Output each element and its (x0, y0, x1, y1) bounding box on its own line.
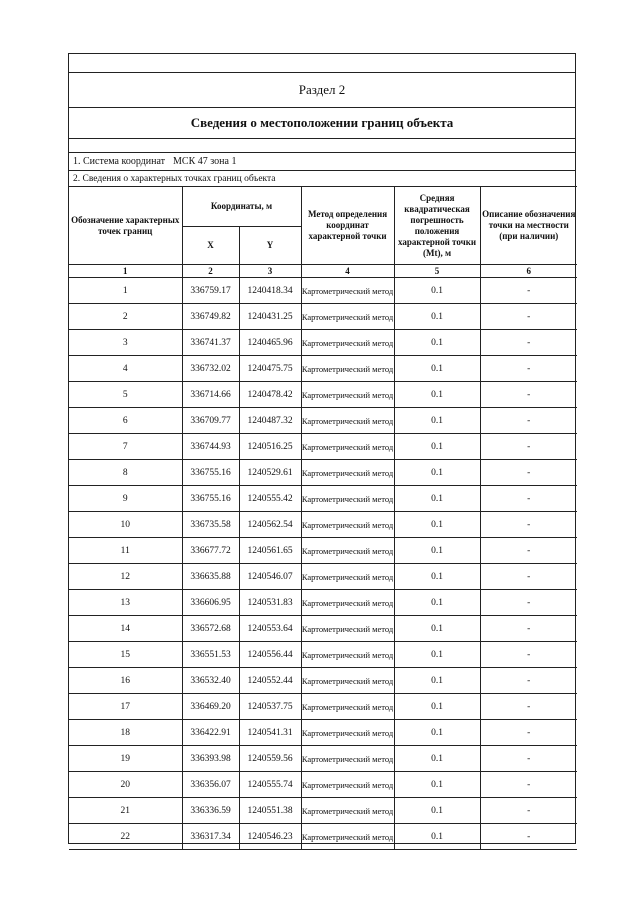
x-coordinate-cell: 336677.72 (182, 538, 239, 564)
column-number: 4 (301, 265, 394, 278)
table-row (69, 278, 577, 304)
y-coordinate-cell: 1240516.25 (239, 434, 301, 460)
point-number-cell: 7 (69, 434, 182, 460)
y-coordinate-cell: 1240475.75 (239, 356, 301, 382)
point-number-cell: 9 (69, 486, 182, 512)
point-number-cell: 18 (69, 720, 182, 746)
method-cell: Картометрический метод (301, 278, 394, 304)
method-cell: Картометрический метод (301, 590, 394, 616)
description-cell: - (480, 616, 577, 642)
table-row (69, 538, 577, 564)
y-coordinate-cell: 1240431.25 (239, 304, 301, 330)
description-cell: - (480, 824, 577, 850)
table-row (69, 304, 577, 330)
error-cell: 0.1 (394, 642, 480, 668)
point-number-cell: 12 (69, 564, 182, 590)
x-coordinate-cell: 336735.58 (182, 512, 239, 538)
point-number-cell: 19 (69, 746, 182, 772)
method-cell: Картометрический метод (301, 668, 394, 694)
point-number-cell: 17 (69, 694, 182, 720)
y-coordinate-cell: 1240561.65 (239, 538, 301, 564)
column-number: 6 (480, 265, 577, 278)
method-cell: Картометрический метод (301, 356, 394, 382)
column-number: 5 (394, 265, 480, 278)
method-cell: Картометрический метод (301, 798, 394, 824)
method-cell: Картометрический метод (301, 434, 394, 460)
x-coordinate-cell: 336755.16 (182, 460, 239, 486)
error-cell: 0.1 (394, 772, 480, 798)
points-section-label: 2. Сведения о характерных точках границ объекта (73, 173, 276, 184)
table-row (69, 434, 577, 460)
error-cell: 0.1 (394, 434, 480, 460)
table-row (69, 720, 577, 746)
y-coordinate-cell: 1240556.44 (239, 642, 301, 668)
description-cell: - (480, 278, 577, 304)
document-subtitle: Сведения о местоположении границ объекта (69, 108, 575, 139)
point-number-cell: 16 (69, 668, 182, 694)
column-number: 3 (239, 265, 301, 278)
point-number-cell: 21 (69, 798, 182, 824)
error-cell: 0.1 (394, 616, 480, 642)
error-cell: 0.1 (394, 356, 480, 382)
description-cell: - (480, 642, 577, 668)
header-y: Y (239, 227, 301, 265)
description-cell: - (480, 408, 577, 434)
point-number-cell: 13 (69, 590, 182, 616)
description-cell: - (480, 798, 577, 824)
error-cell: 0.1 (394, 668, 480, 694)
y-coordinate-cell: 1240537.75 (239, 694, 301, 720)
x-coordinate-cell: 336709.77 (182, 408, 239, 434)
error-cell: 0.1 (394, 590, 480, 616)
x-coordinate-cell: 336572.68 (182, 616, 239, 642)
blank-row (69, 139, 575, 153)
table-row (69, 772, 577, 798)
method-cell: Картометрический метод (301, 538, 394, 564)
method-cell: Картометрический метод (301, 486, 394, 512)
error-cell: 0.1 (394, 694, 480, 720)
table-row (69, 564, 577, 590)
document-sheet (68, 53, 576, 844)
table-row (69, 408, 577, 434)
method-cell: Картометрический метод (301, 772, 394, 798)
y-coordinate-cell: 1240553.64 (239, 616, 301, 642)
y-coordinate-cell: 1240478.42 (239, 382, 301, 408)
point-number-cell: 6 (69, 408, 182, 434)
error-cell: 0.1 (394, 564, 480, 590)
point-number-cell: 2 (69, 304, 182, 330)
description-cell: - (480, 486, 577, 512)
point-number-cell: 11 (69, 538, 182, 564)
x-coordinate-cell: 336551.53 (182, 642, 239, 668)
description-cell: - (480, 720, 577, 746)
x-coordinate-cell: 336749.82 (182, 304, 239, 330)
header-description: Описание обозначения точки на местности (при наличии) (480, 187, 577, 265)
y-coordinate-cell: 1240552.44 (239, 668, 301, 694)
x-coordinate-cell: 336606.95 (182, 590, 239, 616)
y-coordinate-cell: 1240531.83 (239, 590, 301, 616)
y-coordinate-cell: 1240465.96 (239, 330, 301, 356)
error-cell: 0.1 (394, 512, 480, 538)
coord-system-value: МСК 47 зона 1 (173, 156, 237, 167)
y-coordinate-cell: 1240555.42 (239, 486, 301, 512)
method-cell: Картометрический метод (301, 720, 394, 746)
y-coordinate-cell: 1240487.32 (239, 408, 301, 434)
description-cell: - (480, 330, 577, 356)
error-cell: 0.1 (394, 824, 480, 850)
error-cell: 0.1 (394, 720, 480, 746)
error-cell: 0.1 (394, 278, 480, 304)
y-coordinate-cell: 1240529.61 (239, 460, 301, 486)
column-number: 2 (182, 265, 239, 278)
boundary-points-table (69, 186, 577, 850)
method-cell: Картометрический метод (301, 330, 394, 356)
header-designation: Обозначение характерных точек границ (69, 187, 182, 265)
x-coordinate-cell: 336744.93 (182, 434, 239, 460)
table-row (69, 746, 577, 772)
description-cell: - (480, 668, 577, 694)
table-row (69, 668, 577, 694)
method-cell: Картометрический метод (301, 694, 394, 720)
description-cell: - (480, 356, 577, 382)
method-cell: Картометрический метод (301, 824, 394, 850)
table-row (69, 694, 577, 720)
point-number-cell: 4 (69, 356, 182, 382)
point-number-cell: 5 (69, 382, 182, 408)
table-row (69, 616, 577, 642)
description-cell: - (480, 694, 577, 720)
table-row (69, 382, 577, 408)
description-cell: - (480, 460, 577, 486)
header-coordinates: Координаты, м (182, 187, 301, 227)
table-row (69, 824, 577, 850)
description-cell: - (480, 538, 577, 564)
method-cell: Картометрический метод (301, 512, 394, 538)
error-cell: 0.1 (394, 304, 480, 330)
section-title: Раздел 2 (69, 73, 575, 108)
table-row (69, 460, 577, 486)
x-coordinate-cell: 336759.17 (182, 278, 239, 304)
coord-system-line (69, 153, 575, 171)
table-row (69, 590, 577, 616)
table-row (69, 642, 577, 668)
description-cell: - (480, 564, 577, 590)
error-cell: 0.1 (394, 486, 480, 512)
description-cell: - (480, 434, 577, 460)
method-cell: Картометрический метод (301, 642, 394, 668)
y-coordinate-cell: 1240546.23 (239, 824, 301, 850)
header-x: X (182, 227, 239, 265)
error-cell: 0.1 (394, 460, 480, 486)
point-number-cell: 14 (69, 616, 182, 642)
y-coordinate-cell: 1240555.74 (239, 772, 301, 798)
coord-system-label: 1. Система координат (73, 156, 166, 167)
point-number-cell: 15 (69, 642, 182, 668)
y-coordinate-cell: 1240551.38 (239, 798, 301, 824)
x-coordinate-cell: 336635.88 (182, 564, 239, 590)
x-coordinate-cell: 336336.59 (182, 798, 239, 824)
x-coordinate-cell: 336393.98 (182, 746, 239, 772)
table-row (69, 330, 577, 356)
table-row (69, 356, 577, 382)
x-coordinate-cell: 336422.91 (182, 720, 239, 746)
error-cell: 0.1 (394, 408, 480, 434)
column-number: 1 (69, 265, 182, 278)
method-cell: Картометрический метод (301, 382, 394, 408)
point-number-cell: 10 (69, 512, 182, 538)
header-error: Средняя квадратическая погрешность положения характерной точки (Mt), м (394, 187, 480, 265)
description-cell: - (480, 304, 577, 330)
y-coordinate-cell: 1240541.31 (239, 720, 301, 746)
x-coordinate-cell: 336732.02 (182, 356, 239, 382)
description-cell: - (480, 382, 577, 408)
method-cell: Картометрический метод (301, 408, 394, 434)
table-row (69, 512, 577, 538)
header-method: Метод определения координат характерной точки (301, 187, 394, 265)
y-coordinate-cell: 1240562.54 (239, 512, 301, 538)
error-cell: 0.1 (394, 382, 480, 408)
error-cell: 0.1 (394, 746, 480, 772)
description-cell: - (480, 590, 577, 616)
point-number-cell: 20 (69, 772, 182, 798)
y-coordinate-cell: 1240418.34 (239, 278, 301, 304)
top-spacer (69, 54, 575, 73)
method-cell: Картометрический метод (301, 460, 394, 486)
point-number-cell: 1 (69, 278, 182, 304)
description-cell: - (480, 512, 577, 538)
table-row (69, 798, 577, 824)
point-number-cell: 8 (69, 460, 182, 486)
x-coordinate-cell: 336741.37 (182, 330, 239, 356)
error-cell: 0.1 (394, 330, 480, 356)
x-coordinate-cell: 336532.40 (182, 668, 239, 694)
y-coordinate-cell: 1240559.56 (239, 746, 301, 772)
x-coordinate-cell: 336755.16 (182, 486, 239, 512)
error-cell: 0.1 (394, 538, 480, 564)
method-cell: Картометрический метод (301, 616, 394, 642)
y-coordinate-cell: 1240546.07 (239, 564, 301, 590)
description-cell: - (480, 746, 577, 772)
method-cell: Картометрический метод (301, 564, 394, 590)
x-coordinate-cell: 336714.66 (182, 382, 239, 408)
description-cell: - (480, 772, 577, 798)
x-coordinate-cell: 336317.34 (182, 824, 239, 850)
error-cell: 0.1 (394, 798, 480, 824)
table-row (69, 486, 577, 512)
point-number-cell: 22 (69, 824, 182, 850)
table-body (69, 278, 577, 850)
method-cell: Картометрический метод (301, 746, 394, 772)
x-coordinate-cell: 336356.07 (182, 772, 239, 798)
point-number-cell: 3 (69, 330, 182, 356)
method-cell: Картометрический метод (301, 304, 394, 330)
x-coordinate-cell: 336469.20 (182, 694, 239, 720)
